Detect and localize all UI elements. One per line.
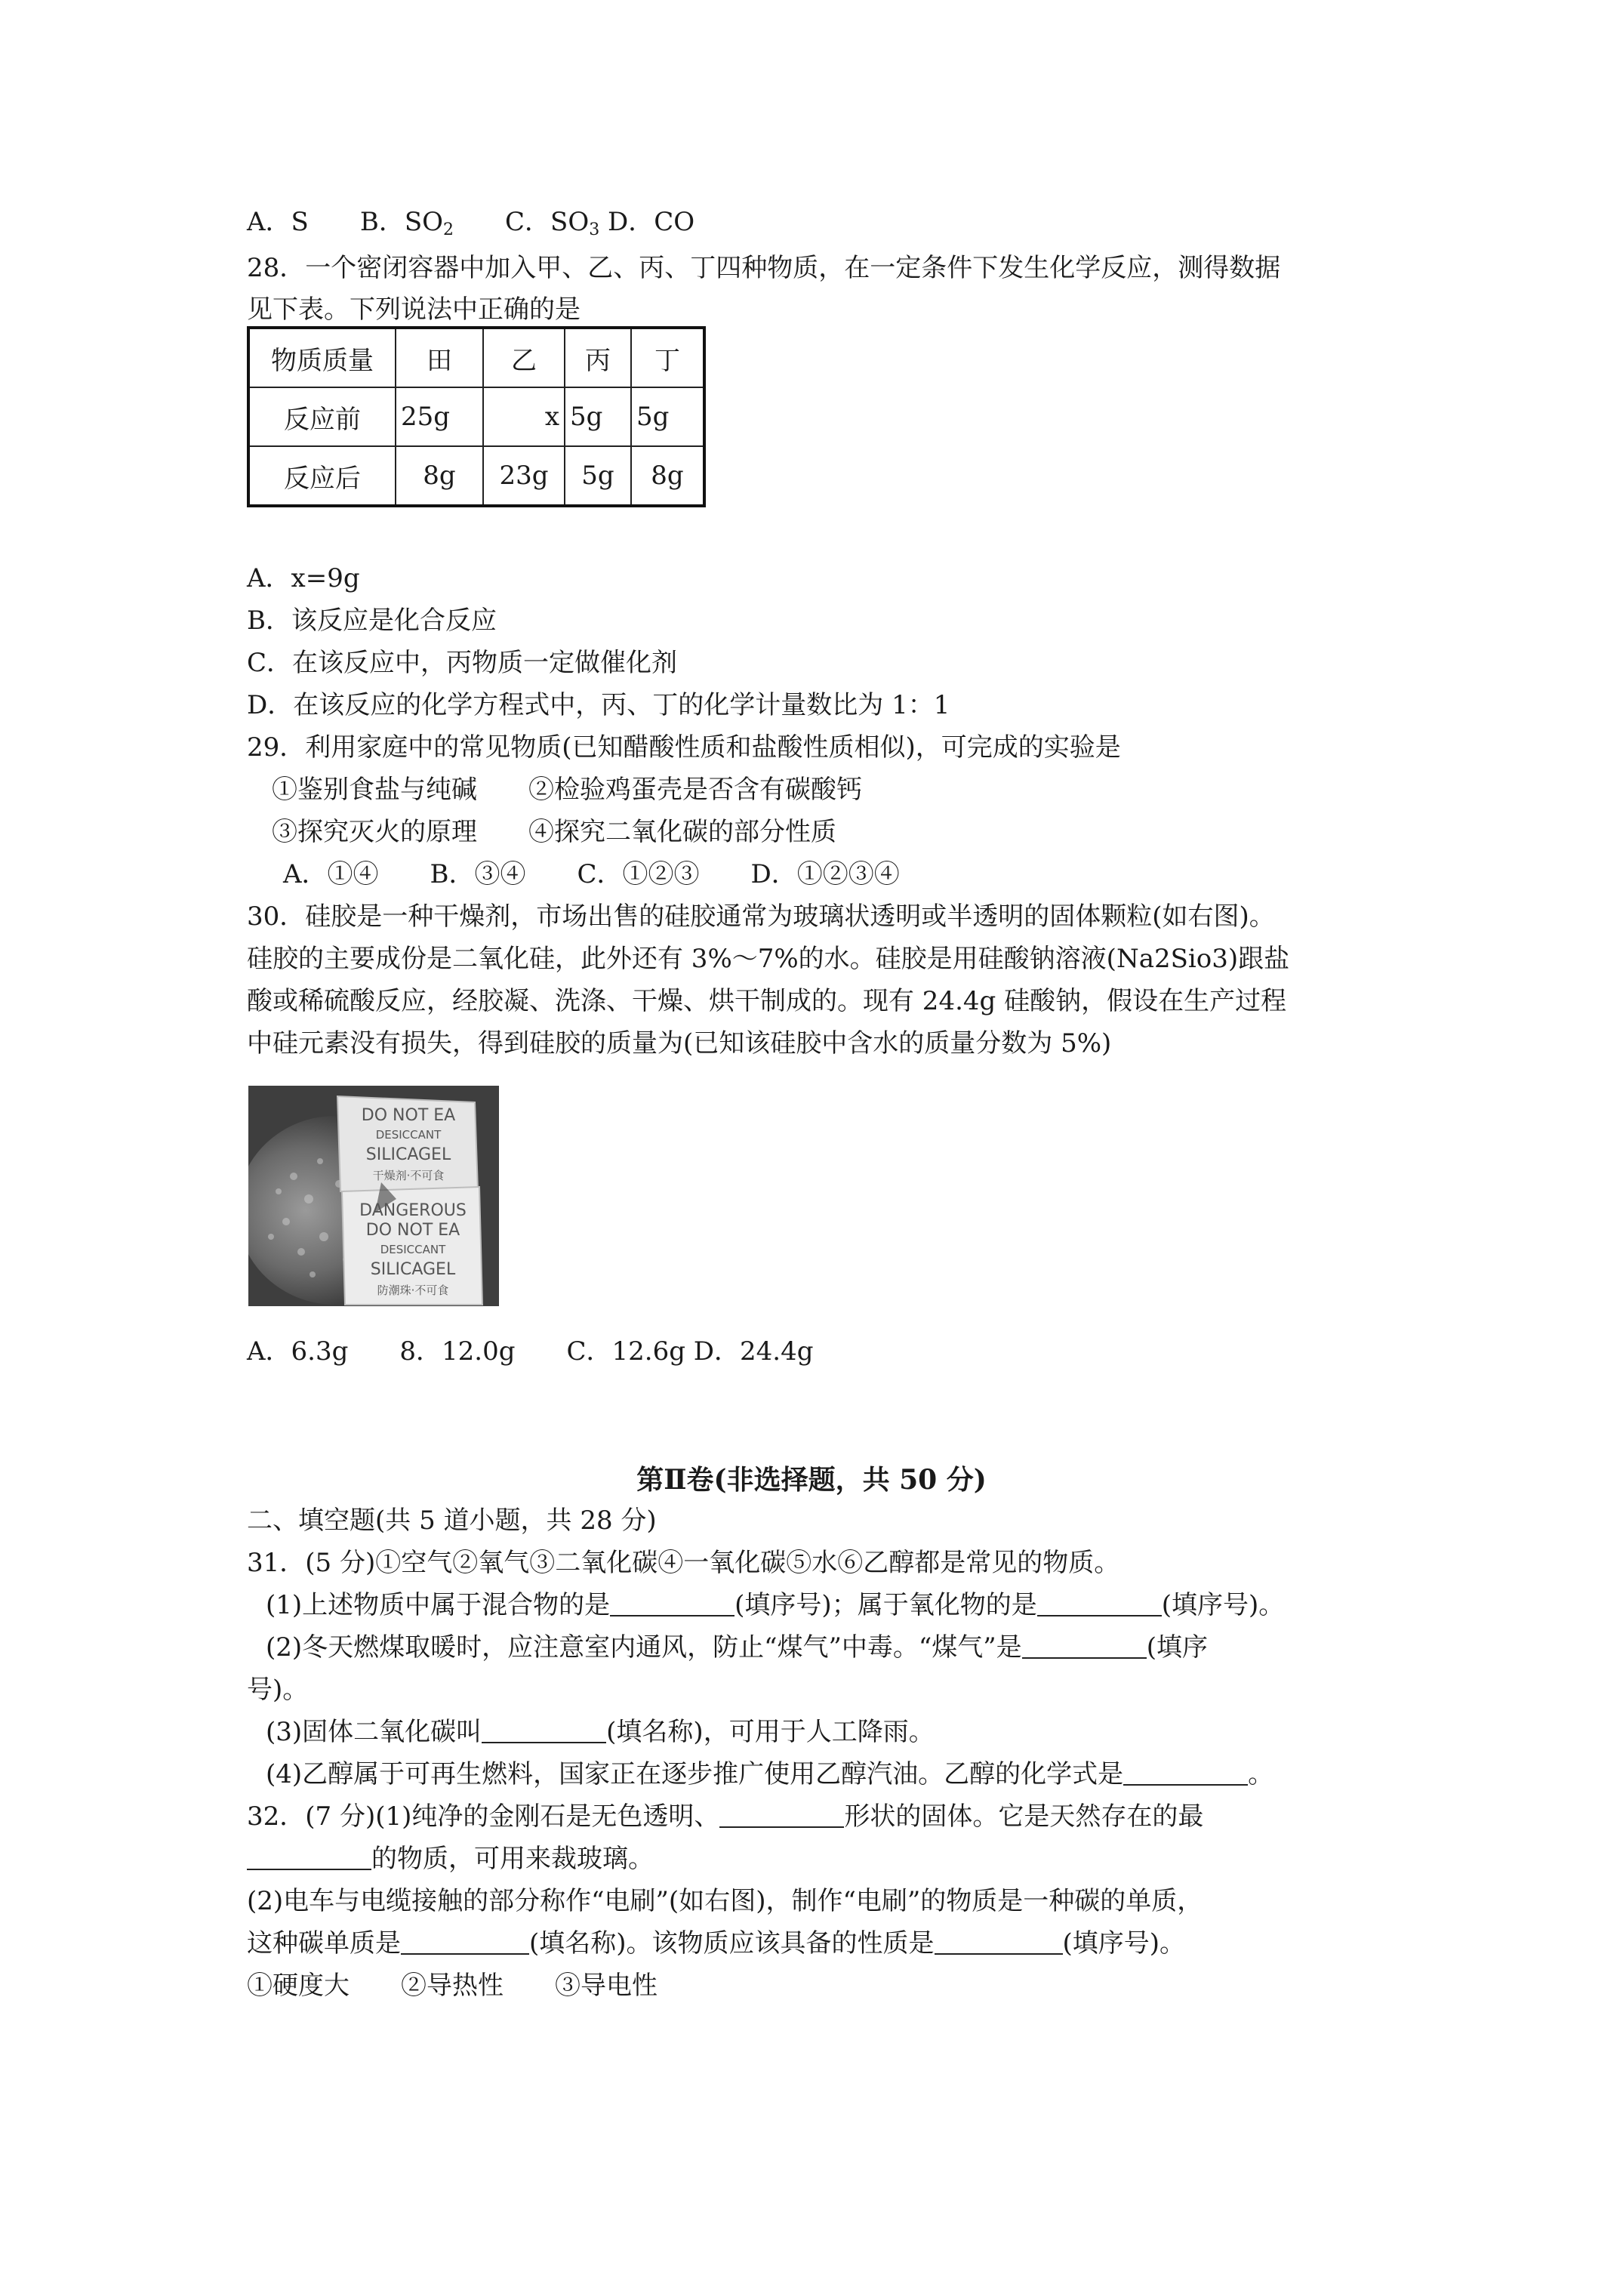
answer-blank[interactable] bbox=[719, 1804, 844, 1828]
answer-blank[interactable] bbox=[1022, 1635, 1147, 1659]
q27-options bbox=[247, 205, 694, 247]
q32-line5: ①硬度大 ②导热性 ③导电性 bbox=[247, 1971, 658, 2001]
table-cell: 8g bbox=[396, 446, 483, 506]
packet-bottom-text: DO NOT EA bbox=[365, 1221, 460, 1240]
q31-part1 bbox=[266, 1589, 1284, 1622]
table-header-cell: 田 bbox=[396, 328, 483, 387]
q27-option-a: A．S bbox=[247, 207, 309, 237]
table-header-cell: 物质质量 bbox=[248, 328, 396, 387]
q32-l4-text: 这种碳单质是 bbox=[247, 1928, 401, 1959]
q30-line1: 30．硅胶是一种干燥剂，市场出售的硅胶通常为玻璃状透明或半透明的固体颗粒(如右图)。 bbox=[247, 901, 1275, 932]
table-header-cell: 乙 bbox=[483, 328, 565, 387]
q30-line3: 酸或稀硫酸反应，经胶凝、洗涤、干燥、烘干制成的。现有 24.4g 硅酸钠，假设在生产过程 bbox=[247, 986, 1287, 1016]
q32-line1 bbox=[247, 1800, 1203, 1833]
table-header-row bbox=[248, 328, 704, 387]
q31-part2 bbox=[266, 1631, 1208, 1664]
q31-p4-text: 。 bbox=[1248, 1759, 1274, 1789]
q27-option-c-subscript: 3 bbox=[589, 220, 600, 239]
table-cell: 25g bbox=[396, 387, 483, 446]
packet-bottom-text: DANGEROUS bbox=[359, 1201, 467, 1220]
q32-l4-text: (填序号)。 bbox=[1062, 1928, 1186, 1959]
q30-line4: 中硅元素没有损失，得到硅胶的质量为(已知该硅胶中含水的质量分数为 5%) bbox=[247, 1028, 1112, 1059]
q31-p2-text: (填序 bbox=[1146, 1632, 1208, 1663]
q32-line4 bbox=[247, 1927, 1185, 1960]
q31-part4 bbox=[266, 1758, 1273, 1791]
q28-stem-line2: 见下表。下列说法中正确的是 bbox=[247, 294, 581, 325]
table-header-cell: 丙 bbox=[565, 328, 631, 387]
q28-data-table bbox=[247, 326, 706, 507]
q28-stem-line1: 28．一个密闭容器中加入甲、乙、丙、丁四种物质，在一定条件下发生化学反应，测得数据 bbox=[247, 253, 1281, 283]
q27-option-c: C．SO bbox=[505, 207, 590, 237]
silica-gel-photo bbox=[248, 1086, 499, 1306]
table-cell: 反应前 bbox=[248, 387, 396, 446]
q32-l1-text: 32．(7 分)(1)纯净的金刚石是无色透明、 bbox=[247, 1801, 720, 1832]
packet-bottom-text: 防潮珠·不可食 bbox=[377, 1284, 449, 1297]
q28-option-c: C．在该反应中，丙物质一定做催化剂 bbox=[247, 648, 678, 678]
q32-l2-text: 的物质，可用来裁玻璃。 bbox=[371, 1844, 654, 1874]
table-row bbox=[248, 387, 704, 446]
table-header-cell: 丁 bbox=[631, 328, 704, 387]
packet-bottom-text: DESICCANT bbox=[380, 1243, 446, 1256]
q32-l1-text: 形状的固体。它是天然存在的最 bbox=[844, 1801, 1204, 1832]
table-cell: 5g bbox=[565, 446, 631, 506]
table-row bbox=[248, 446, 704, 506]
q31-p1-text: (填序号)；属于氧化物的是 bbox=[735, 1590, 1037, 1620]
q30-options: A．6.3g 8．12.0g C．12.6g D．24.4g bbox=[247, 1336, 814, 1367]
q32-line3: (2)电车与电缆接触的部分称作“电刷”(如右图)，制作“电刷”的物质是一种碳的单质， bbox=[247, 1886, 1203, 1916]
q28-option-b: B．该反应是化合反应 bbox=[247, 606, 497, 636]
q28-option-d: D．在该反应的化学方程式中，丙、丁的化学计量数比为 1：1 bbox=[247, 690, 950, 720]
answer-blank[interactable] bbox=[1037, 1592, 1162, 1616]
packet-top-text: SILICAGEL bbox=[365, 1145, 451, 1164]
q31-p2-text: (2)冬天燃煤取暖时，应注意室内通风，防止“煤气”中毒。“煤气”是 bbox=[266, 1632, 1022, 1663]
q27-option-b-subscript: 2 bbox=[443, 220, 454, 239]
q32-l4-text: (填名称)。该物质应该具备的性质是 bbox=[529, 1928, 935, 1959]
table-cell: 5g bbox=[631, 387, 704, 446]
table-cell: 反应后 bbox=[248, 446, 396, 506]
q31-p3-text: (填名称)，可用于人工降雨。 bbox=[606, 1717, 935, 1747]
answer-blank[interactable] bbox=[401, 1931, 529, 1955]
q31-part2-cont: 号)。 bbox=[247, 1675, 309, 1705]
part2-heading: 二、填空题(共 5 道小题，共 28 分) bbox=[247, 1505, 657, 1536]
q29-stem: 29．利用家庭中的常见物质(已知醋酸性质和盐酸性质相似)，可完成的实验是 bbox=[247, 732, 1121, 763]
answer-blank[interactable] bbox=[247, 1846, 371, 1870]
q29-items-line1: ①鉴别食盐与纯碱 ②检验鸡蛋壳是否含有碳酸钙 bbox=[272, 775, 862, 805]
q31-p1-text: (填序号)。 bbox=[1161, 1590, 1285, 1620]
q27-option-b: B．SO bbox=[359, 207, 444, 237]
q31-p1-text: (1)上述物质中属于混合物的是 bbox=[266, 1590, 611, 1620]
q31-p3-text: (3)固体二氧化碳叫 bbox=[266, 1717, 482, 1747]
part2-title: 第Ⅱ卷(非选择题，共 50 分) bbox=[636, 1464, 987, 1496]
packet-top-text: DO NOT EA bbox=[361, 1106, 456, 1125]
answer-blank[interactable] bbox=[935, 1931, 1063, 1955]
table-cell: 8g bbox=[631, 446, 704, 506]
table-cell: x bbox=[483, 387, 565, 446]
q32-line2 bbox=[247, 1842, 654, 1875]
q31-stem: 31．(5 分)①空气②氧气③二氧化碳④一氧化碳⑤水⑥乙醇都是常见的物质。 bbox=[247, 1548, 1120, 1578]
answer-blank[interactable] bbox=[482, 1719, 606, 1743]
answer-blank[interactable] bbox=[610, 1592, 735, 1616]
q27-option-d: D．CO bbox=[599, 207, 695, 237]
answer-blank[interactable] bbox=[1123, 1761, 1248, 1786]
packet-bottom-text: SILICAGEL bbox=[370, 1260, 456, 1279]
table-cell: 5g bbox=[565, 387, 631, 446]
q28-option-a: A．x=9g bbox=[247, 563, 360, 593]
packet-top-text: DESICCANT bbox=[375, 1128, 442, 1142]
silica-gel-photo-drawing bbox=[248, 1086, 499, 1306]
table-cell: 23g bbox=[483, 446, 565, 506]
q31-part3 bbox=[266, 1715, 935, 1749]
q29-items-line2: ③探究灭火的原理 ④探究二氧化碳的部分性质 bbox=[272, 817, 836, 847]
q29-options: A．①④ B．③④ C．①②③ D．①②③④ bbox=[283, 859, 900, 889]
packet-top-text: 干燥剂·不可食 bbox=[372, 1169, 445, 1182]
q31-p4-text: (4)乙醇属于可再生燃料，国家正在逐步推广使用乙醇汽油。乙醇的化学式是 bbox=[266, 1759, 1124, 1789]
q30-line2: 硅胶的主要成份是二氧化硅，此外还有 3%～7%的水。硅胶是用硅酸钠溶液(Na2Sio3)跟盐 bbox=[247, 944, 1290, 974]
